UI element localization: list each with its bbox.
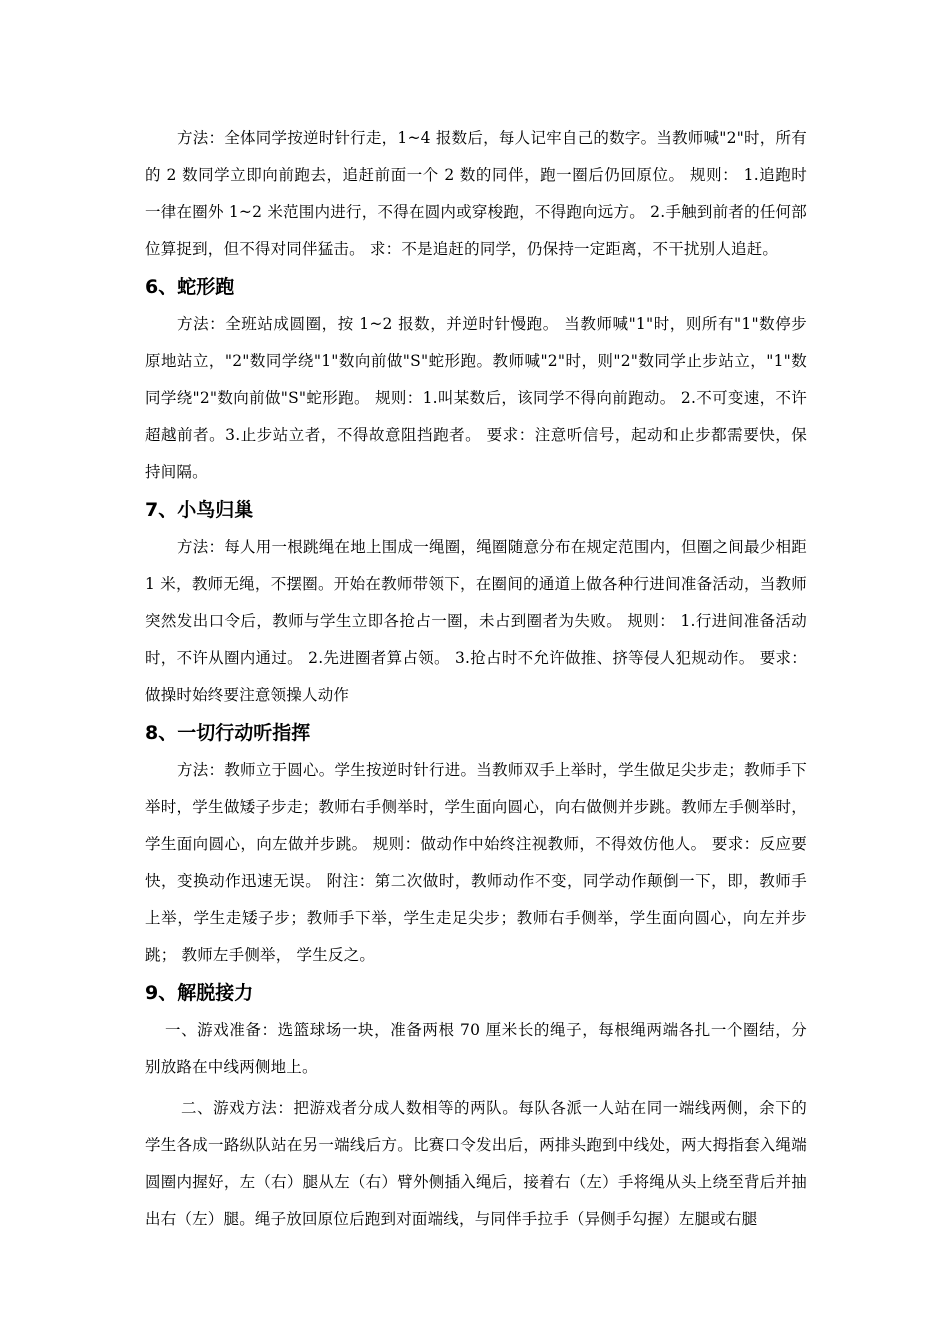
section-8-heading: 8、一切行动听指挥 [145,722,311,744]
section-6-method-paragraph: 方法：全班站成圆圈，按 1~2 报数，并逆时针慢跑。 当教师喊"1"时，则所有"1"数停步原地站立，"2"数同学绕"1"数向前做"S"蛇形跑。教师喊"2"时，则"2"数同学止步站立，"1"数同学绕"2"数向前做"S"蛇形跑。 规则：1.叫某数后，该同学不得向前跑动。 2.不可变速，不许超越前者。3.止步站立者，不得故意阻挡跑者。 要求：注意听信号，起动和止步都需要快，保持间隔。 [145,315,808,481]
section-7-method-paragraph: 方法：每人用一根跳绳在地上围成一绳圈，绳圈随意分布在规定范围内，但圈之间最少相距 1 米，教师无绳，不摆圈。开始在教师带领下，在圈间的通道上做各种行进间准备活动，当教师突然发出口令后，教师与学生立即各抢占一圈，未占到圈者为失败。 规则： 1.行进间准备活动时，不许从圈内通过。 2.先进圈者算占领。 3.抢占时不允许做推、挤等侵人犯规动作。 要求：做操时始终要注意领操人动作 [145,538,807,704]
section-9-method-paragraph: 二、游戏方法：把游戏者分成人数相等的两队。每队各派一人站在同一端线两侧，余下的学生各成一路纵队站在另一端线后方。比赛口令发出后，两排头跑到中线处，两大拇指套入绳端圆圈内握好，左（右）腿从左（右）臂外侧插入绳后，接着右（左）手将绳从头上绕至背后并抽出右（左）腿。绳子放回原位后跑到对面端线，与同伴手拉手（异侧手勾握）左腿或右腿 [145,1099,807,1228]
section-5-method-paragraph: 方法：全体同学按逆时针行走，1~4 报数后，每人记牢自己的数字。当教师喊"2"时，所有的 2 数同学立即向前跑去，追赶前面一个 2 数的同伴，跑一圈后仍回原位。 规则： 1.追跑时一律在圈外 1~2 米范围内进行，不得在圆内或穿梭跑，不得跑向远方。 2.手触到前者的任何部位算捉到，但不得对同伴猛击。 求：不是追赶的同学，仍保持一定距离，不干扰别人追赶。 [145,129,807,258]
section-8-method-paragraph: 方法：教师立于圆心。学生按逆时针行进。当教师双手上举时，学生做足尖步走；教师手下举时，学生做矮子步走；教师右手侧举时，学生面向圆心，向右做侧并步跳。教师左手侧举时，学生面向圆心，向左做并步跳。 规则：做动作中始终注视教师，不得效仿他人。 要求：反应要快，变换动作迅速无误。 附注：第二次做时，教师动作不变，同学动作颠倒一下，即，教师手上举，学生走矮子步；教师手下举，学生走足尖步；教师右手侧举，学生面向圆心，向左并步跳； 教师左手侧举， 学生反之。 [145,761,807,964]
document-page [145,120,807,1238]
section-6-heading: 6、蛇形跑 [145,276,235,298]
section-9-preparation-paragraph: 一、游戏准备：选篮球场一块，准备两根 70 厘米长的绳子，每根绳两端各扎一个圈结，分别放路在中线两侧地上。 [145,1021,807,1076]
section-7-heading: 7、小鸟归巢 [145,499,254,521]
section-9-heading: 9、解脱接力 [145,982,254,1004]
